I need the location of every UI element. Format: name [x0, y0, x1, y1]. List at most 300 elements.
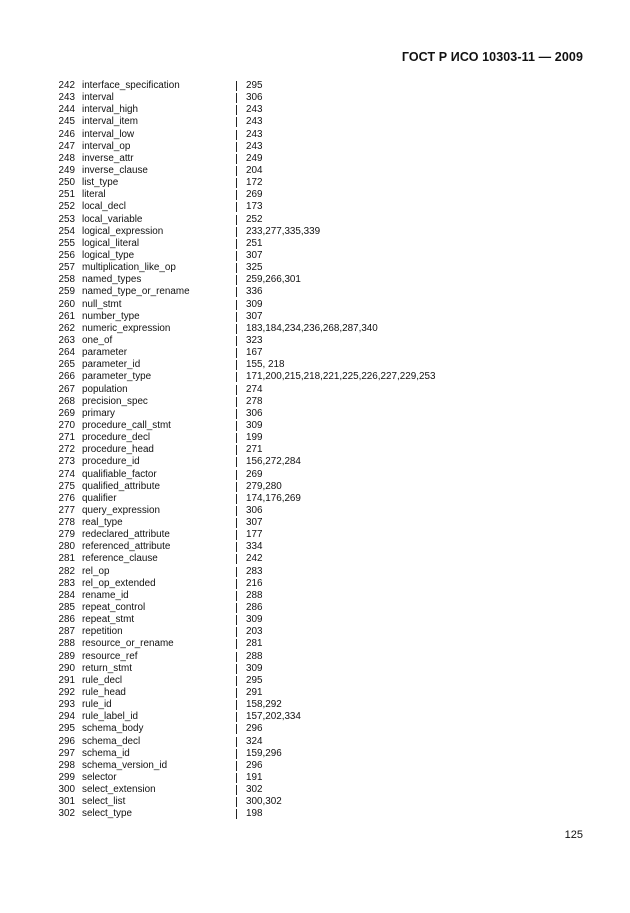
- entry-references: 288: [246, 589, 263, 601]
- entry-number: 278: [58, 517, 75, 529]
- column-separator: [236, 712, 237, 722]
- list-item: [50, 104, 610, 116]
- list-item: [50, 347, 610, 359]
- entry-name: rule_id: [82, 699, 112, 711]
- entry-number: 292: [58, 687, 75, 699]
- entry-name: one_of: [82, 334, 113, 346]
- column-separator: [236, 312, 237, 322]
- list-item: [50, 201, 610, 213]
- entry-references: 259,266,301: [246, 274, 301, 286]
- column-separator: [236, 421, 237, 431]
- column-separator: [236, 324, 237, 334]
- entry-name: procedure_decl: [82, 432, 151, 444]
- entry-number: 287: [58, 626, 75, 638]
- entry-name: inverse_attr: [82, 152, 134, 164]
- column-separator: [236, 652, 237, 662]
- entry-name: schema_version_id: [82, 759, 168, 771]
- list-item: [50, 517, 610, 529]
- entry-references: 323: [246, 334, 263, 346]
- entry-name: selector: [82, 772, 117, 784]
- entry-references: 307: [246, 249, 263, 261]
- list-item: [50, 663, 610, 675]
- entry-references: 281: [246, 638, 263, 650]
- entry-number: 286: [58, 614, 75, 626]
- list-item: [50, 808, 610, 820]
- entry-references: 252: [246, 213, 263, 225]
- column-separator: [236, 724, 237, 734]
- column-separator: [236, 202, 237, 212]
- entry-name: logical_type: [82, 249, 135, 261]
- column-separator: [236, 809, 237, 819]
- list-item: [50, 444, 610, 456]
- entry-number: 258: [58, 274, 75, 286]
- list-item: [50, 772, 610, 784]
- entry-references: 269: [246, 468, 263, 480]
- list-item: [50, 748, 610, 760]
- entry-number: 265: [58, 359, 75, 371]
- list-item: [50, 238, 610, 250]
- entry-name: parameter: [82, 347, 128, 359]
- column-separator: [236, 433, 237, 443]
- column-separator: [236, 579, 237, 589]
- entry-number: 277: [58, 504, 75, 516]
- entry-number: 274: [58, 468, 75, 480]
- entry-name: procedure_call_stmt: [82, 419, 171, 431]
- entry-references: 271: [246, 444, 263, 456]
- column-separator: [236, 385, 237, 395]
- entry-name: interval_low: [82, 128, 135, 140]
- entry-number: 275: [58, 480, 75, 492]
- entry-number: 300: [58, 784, 75, 796]
- list-item: [50, 420, 610, 432]
- entry-number: 261: [58, 310, 75, 322]
- entry-name: reference_clause: [82, 553, 158, 565]
- entry-references: 198: [246, 808, 263, 820]
- list-item: [50, 675, 610, 687]
- entry-references: 243: [246, 116, 263, 128]
- column-separator: [236, 178, 237, 188]
- list-item: [50, 566, 610, 578]
- entry-name: schema_decl: [82, 735, 141, 747]
- entry-references: 243: [246, 104, 263, 116]
- list-item: [50, 493, 610, 505]
- column-separator: [236, 348, 237, 358]
- entry-name: named_type_or_rename: [82, 286, 190, 298]
- entry-name: interval_item: [82, 116, 138, 128]
- list-item: [50, 323, 610, 335]
- column-separator: [236, 190, 237, 200]
- entry-number: 253: [58, 213, 75, 225]
- list-item: [50, 578, 610, 590]
- entry-number: 244: [58, 104, 75, 116]
- column-separator: [236, 275, 237, 285]
- entry-number: 297: [58, 747, 75, 759]
- entry-name: select_list: [82, 796, 126, 808]
- entry-number: 269: [58, 407, 75, 419]
- entry-number: 285: [58, 602, 75, 614]
- list-item: [50, 481, 610, 493]
- entry-references: 274: [246, 383, 263, 395]
- entry-number: 280: [58, 541, 75, 553]
- entry-name: select_extension: [82, 784, 156, 796]
- entry-name: logical_literal: [82, 237, 140, 249]
- entry-references: 249: [246, 152, 263, 164]
- entry-number: 245: [58, 116, 75, 128]
- entry-number: 243: [58, 92, 75, 104]
- entry-number: 298: [58, 759, 75, 771]
- entry-name: procedure_head: [82, 444, 154, 456]
- entry-name: rel_op: [82, 565, 110, 577]
- entry-name: real_type: [82, 517, 123, 529]
- page-number: 125: [564, 829, 583, 841]
- entry-references: 159,296: [246, 747, 282, 759]
- entry-references: 336: [246, 286, 263, 298]
- entry-name: rename_id: [82, 589, 129, 601]
- column-separator: [236, 542, 237, 552]
- entry-references: 242: [246, 553, 263, 565]
- column-separator: [236, 397, 237, 407]
- entry-name: interval_high: [82, 104, 138, 116]
- entry-references: 279,280: [246, 480, 282, 492]
- entry-number: 264: [58, 347, 75, 359]
- column-separator: [236, 409, 237, 419]
- entry-number: 294: [58, 711, 75, 723]
- entry-name: select_type: [82, 808, 132, 820]
- entry-references: 167: [246, 347, 263, 359]
- entry-references: 243: [246, 128, 263, 140]
- entry-references: 174,176,269: [246, 492, 301, 504]
- entry-number: 251: [58, 189, 75, 201]
- column-separator: [236, 251, 237, 261]
- cross-reference-list: [50, 80, 610, 821]
- entry-number: 250: [58, 177, 75, 189]
- list-item: [50, 92, 610, 104]
- entry-number: 276: [58, 492, 75, 504]
- list-item: [50, 189, 610, 201]
- entry-name: number_type: [82, 310, 140, 322]
- list-item: [50, 602, 610, 614]
- column-separator: [236, 93, 237, 103]
- list-item: [50, 529, 610, 541]
- column-separator: [236, 688, 237, 698]
- entry-name: parameter_type: [82, 371, 152, 383]
- list-item: [50, 651, 610, 663]
- entry-number: 267: [58, 383, 75, 395]
- list-item: [50, 553, 610, 565]
- entry-references: 155, 218: [246, 359, 285, 371]
- entry-references: 306: [246, 407, 263, 419]
- column-separator: [236, 506, 237, 516]
- entry-references: 309: [246, 614, 263, 626]
- list-item: [50, 311, 610, 323]
- entry-name: repeat_stmt: [82, 614, 135, 626]
- entry-references: 191: [246, 772, 263, 784]
- entry-references: 158,292: [246, 699, 282, 711]
- entry-name: redeclared_attribute: [82, 529, 170, 541]
- entry-references: 307: [246, 310, 263, 322]
- column-separator: [236, 676, 237, 686]
- entry-number: 248: [58, 152, 75, 164]
- column-separator: [236, 227, 237, 237]
- entry-references: 291: [246, 687, 263, 699]
- entry-number: 262: [58, 322, 75, 334]
- entry-references: 306: [246, 504, 263, 516]
- entry-name: schema_body: [82, 723, 144, 735]
- entry-name: repeat_control: [82, 602, 146, 614]
- entry-name: query_expression: [82, 504, 160, 516]
- column-separator: [236, 603, 237, 613]
- list-item: [50, 250, 610, 262]
- list-item: [50, 116, 610, 128]
- column-separator: [236, 591, 237, 601]
- entry-name: qualified_attribute: [82, 480, 160, 492]
- entry-number: 283: [58, 577, 75, 589]
- entry-references: 233,277,335,339: [246, 225, 321, 237]
- column-separator: [236, 773, 237, 783]
- column-separator: [236, 457, 237, 467]
- entry-references: 296: [246, 759, 263, 771]
- column-separator: [236, 360, 237, 370]
- column-separator: [236, 263, 237, 273]
- entry-references: 283: [246, 565, 263, 577]
- list-item: [50, 396, 610, 408]
- entry-references: 309: [246, 298, 263, 310]
- entry-references: 325: [246, 262, 263, 274]
- column-separator: [236, 166, 237, 176]
- entry-name: rule_label_id: [82, 711, 139, 723]
- entry-references: 324: [246, 735, 263, 747]
- entry-number: 257: [58, 262, 75, 274]
- list-item: [50, 359, 610, 371]
- list-item: [50, 226, 610, 238]
- list-item: [50, 153, 610, 165]
- list-item: [50, 723, 610, 735]
- entry-references: 309: [246, 662, 263, 674]
- column-separator: [236, 749, 237, 759]
- entry-name: named_types: [82, 274, 142, 286]
- entry-number: 281: [58, 553, 75, 565]
- list-item: [50, 129, 610, 141]
- entry-name: qualifiable_factor: [82, 468, 157, 480]
- column-separator: [236, 664, 237, 674]
- entry-name: referenced_attribute: [82, 541, 171, 553]
- entry-references: 302: [246, 784, 263, 796]
- entry-references: 199: [246, 432, 263, 444]
- list-item: [50, 614, 610, 626]
- list-item: [50, 80, 610, 92]
- entry-references: 288: [246, 650, 263, 662]
- entry-number: 279: [58, 529, 75, 541]
- list-item: [50, 335, 610, 347]
- entry-number: 246: [58, 128, 75, 140]
- column-separator: [236, 482, 237, 492]
- column-separator: [236, 494, 237, 504]
- entry-name: procedure_id: [82, 456, 140, 468]
- entry-name: qualifier: [82, 492, 117, 504]
- entry-number: 242: [58, 80, 75, 91]
- entry-references: 183,184,234,236,268,287,340: [246, 322, 378, 334]
- entry-name: numeric_expression: [82, 322, 171, 334]
- entry-references: 177: [246, 529, 263, 541]
- column-separator: [236, 761, 237, 771]
- column-separator: [236, 130, 237, 140]
- entry-name: population: [82, 383, 128, 395]
- list-item: [50, 541, 610, 553]
- entry-name: resource_or_rename: [82, 638, 174, 650]
- list-item: [50, 711, 610, 723]
- list-item: [50, 408, 610, 420]
- column-separator: [236, 530, 237, 540]
- list-item: [50, 626, 610, 638]
- entry-number: 271: [58, 432, 75, 444]
- list-item: [50, 638, 610, 650]
- entry-number: 247: [58, 140, 75, 152]
- list-item: [50, 456, 610, 468]
- column-separator: [236, 554, 237, 564]
- entry-number: 291: [58, 674, 75, 686]
- entry-number: 284: [58, 589, 75, 601]
- entry-name: null_stmt: [82, 298, 122, 310]
- entry-references: 300,302: [246, 796, 282, 808]
- entry-number: 260: [58, 298, 75, 310]
- list-item: [50, 165, 610, 177]
- entry-name: rel_op_extended: [82, 577, 156, 589]
- entry-name: logical_expression: [82, 225, 164, 237]
- entry-references: 334: [246, 541, 263, 553]
- entry-name: rule_head: [82, 687, 126, 699]
- entry-number: 273: [58, 456, 75, 468]
- entry-name: local_variable: [82, 213, 143, 225]
- list-item: [50, 286, 610, 298]
- entry-references: 295: [246, 80, 263, 91]
- list-item: [50, 432, 610, 444]
- entry-number: 256: [58, 249, 75, 261]
- entry-references: 172: [246, 177, 263, 189]
- list-item: [50, 505, 610, 517]
- list-item: [50, 590, 610, 602]
- entry-references: 309: [246, 419, 263, 431]
- list-item: [50, 760, 610, 772]
- entry-references: 173: [246, 201, 263, 213]
- entry-number: 299: [58, 772, 75, 784]
- entry-number: 272: [58, 444, 75, 456]
- entry-number: 266: [58, 371, 75, 383]
- column-separator: [236, 470, 237, 480]
- entry-name: literal: [82, 189, 106, 201]
- list-item: [50, 469, 610, 481]
- column-separator: [236, 336, 237, 346]
- entry-references: 278: [246, 395, 263, 407]
- entry-number: 252: [58, 201, 75, 213]
- column-separator: [236, 300, 237, 310]
- column-separator: [236, 81, 237, 91]
- entry-name: parameter_id: [82, 359, 141, 371]
- column-separator: [236, 215, 237, 225]
- entry-references: 296: [246, 723, 263, 735]
- list-item: [50, 699, 610, 711]
- list-item: [50, 371, 610, 383]
- entry-number: 293: [58, 699, 75, 711]
- list-item: [50, 384, 610, 396]
- entry-name: interval_op: [82, 140, 131, 152]
- entry-number: 288: [58, 638, 75, 650]
- entry-references: 243: [246, 140, 263, 152]
- column-separator: [236, 737, 237, 747]
- entry-number: 268: [58, 395, 75, 407]
- column-separator: [236, 105, 237, 115]
- entry-number: 290: [58, 662, 75, 674]
- column-separator: [236, 518, 237, 528]
- entry-references: 171,200,215,218,221,225,226,227,229,253: [246, 371, 436, 383]
- entry-references: 251: [246, 237, 263, 249]
- entry-number: 249: [58, 164, 75, 176]
- column-separator: [236, 797, 237, 807]
- column-separator: [236, 445, 237, 455]
- entry-references: 286: [246, 602, 263, 614]
- entry-references: 306: [246, 92, 263, 104]
- list-item: [50, 299, 610, 311]
- entry-number: 259: [58, 286, 75, 298]
- entry-references: 269: [246, 189, 263, 201]
- entry-name: resource_ref: [82, 650, 138, 662]
- entry-references: 203: [246, 626, 263, 638]
- entry-references: 204: [246, 164, 263, 176]
- entry-name: interface_specification: [82, 80, 180, 91]
- entry-number: 270: [58, 419, 75, 431]
- entry-references: 216: [246, 577, 263, 589]
- list-item: [50, 687, 610, 699]
- column-separator: [236, 639, 237, 649]
- column-separator: [236, 627, 237, 637]
- entry-name: precision_spec: [82, 395, 148, 407]
- entry-name: list_type: [82, 177, 119, 189]
- entry-number: 296: [58, 735, 75, 747]
- column-separator: [236, 239, 237, 249]
- entry-number: 295: [58, 723, 75, 735]
- column-separator: [236, 287, 237, 297]
- entry-name: repetition: [82, 626, 123, 638]
- entry-name: local_decl: [82, 201, 126, 213]
- entry-number: 263: [58, 334, 75, 346]
- column-separator: [236, 154, 237, 164]
- entry-name: primary: [82, 407, 115, 419]
- entry-number: 302: [58, 808, 75, 820]
- list-item: [50, 796, 610, 808]
- column-separator: [236, 567, 237, 577]
- entry-name: schema_id: [82, 747, 130, 759]
- list-item: [50, 214, 610, 226]
- entry-number: 282: [58, 565, 75, 577]
- column-separator: [236, 700, 237, 710]
- list-item: [50, 274, 610, 286]
- document-header: ГОСТ Р ИСО 10303-11 — 2009: [401, 50, 583, 64]
- entry-name: interval: [82, 92, 114, 104]
- column-separator: [236, 117, 237, 127]
- column-separator: [236, 785, 237, 795]
- list-item: [50, 141, 610, 153]
- entry-number: 255: [58, 237, 75, 249]
- list-item: [50, 736, 610, 748]
- column-separator: [236, 615, 237, 625]
- entry-name: inverse_clause: [82, 164, 148, 176]
- entry-references: 157,202,334: [246, 711, 301, 723]
- list-item: [50, 177, 610, 189]
- list-item: [50, 784, 610, 796]
- entry-number: 301: [58, 796, 75, 808]
- entry-name: multiplication_like_op: [82, 262, 176, 274]
- entry-references: 307: [246, 517, 263, 529]
- entry-references: 156,272,284: [246, 456, 301, 468]
